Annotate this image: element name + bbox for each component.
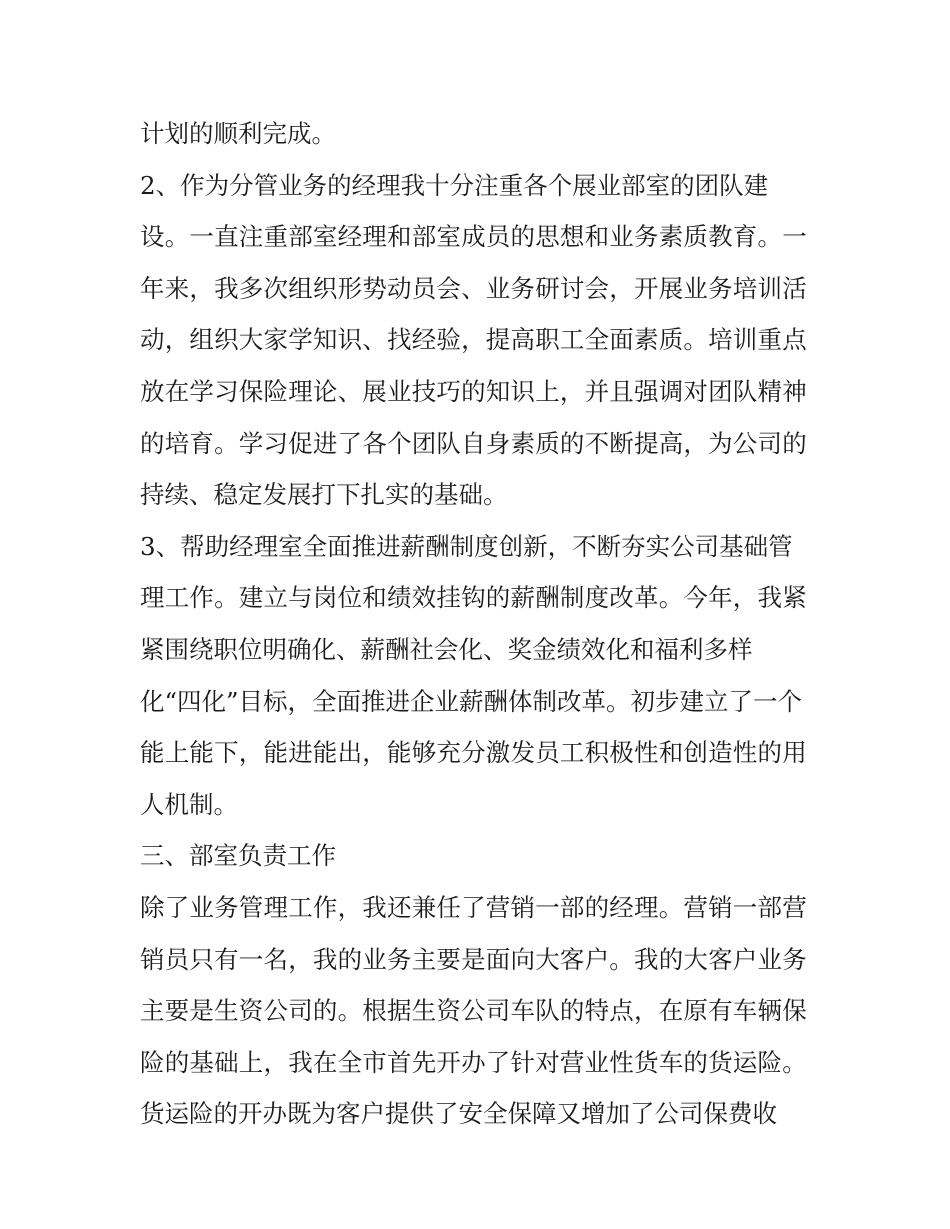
text-line: 人机制。	[140, 789, 238, 819]
text-line: 2、作为分管业务的经理我十分注重各个展业部室的团队建	[140, 170, 769, 200]
text-line: 持续、稳定发展打下扎实的基础。	[140, 480, 508, 510]
text-line: 货运险的开办既为客户提供了安全保障又增加了公司保费收	[140, 1099, 777, 1129]
text-line: 紧围绕职位明确化、薪酬社会化、奖金绩效化和福利多样	[140, 634, 753, 664]
text-line: 动，组织大家学知识、找经验，提高职工全面素质。培训重点	[140, 325, 807, 355]
text-line: 主要是生资公司的。根据生资公司车队的特点，在原有车辆保	[140, 996, 807, 1026]
text-line: 放在学习保险理论、展业技巧的知识上，并且强调对团队精神	[140, 376, 807, 406]
text-line: 3、帮助经理室全面推进薪酬制度创新，不断夯实公司基础管	[140, 531, 793, 561]
text-line: 除了业务管理工作，我还兼任了营销一部的经理。营销一部营	[140, 892, 807, 922]
text-line: 销员只有一名，我的业务主要是面向大客户。我的大客户业务	[140, 944, 807, 974]
text-line: 设。一直注重部室经理和部室成员的思想和业务素质教育。一	[140, 222, 807, 252]
text-line: 理工作。建立与岗位和绩效挂钩的薪酬制度改革。今年，我紧	[140, 583, 807, 613]
text-line: 年来，我多次组织形势动员会、业务研讨会，开展业务培训活	[140, 273, 807, 303]
text-line: 的培育。学习促进了各个团队自身素质的不断提高，为公司的	[140, 428, 807, 458]
text-line: 计划的顺利完成。	[140, 119, 336, 148]
section-heading: 三、部室负责工作	[140, 841, 336, 871]
document-body	[140, 108, 820, 1140]
text-line: 化“四化”目标，全面推进企业薪酬体制改革。初步建立了一个	[140, 686, 803, 716]
text-line: 能上能下，能进能出，能够充分激发员工积极性和创造性的用	[140, 738, 807, 768]
text-line: 险的基础上，我在全市首先开办了针对营业性货车的货运险。	[140, 1047, 807, 1077]
